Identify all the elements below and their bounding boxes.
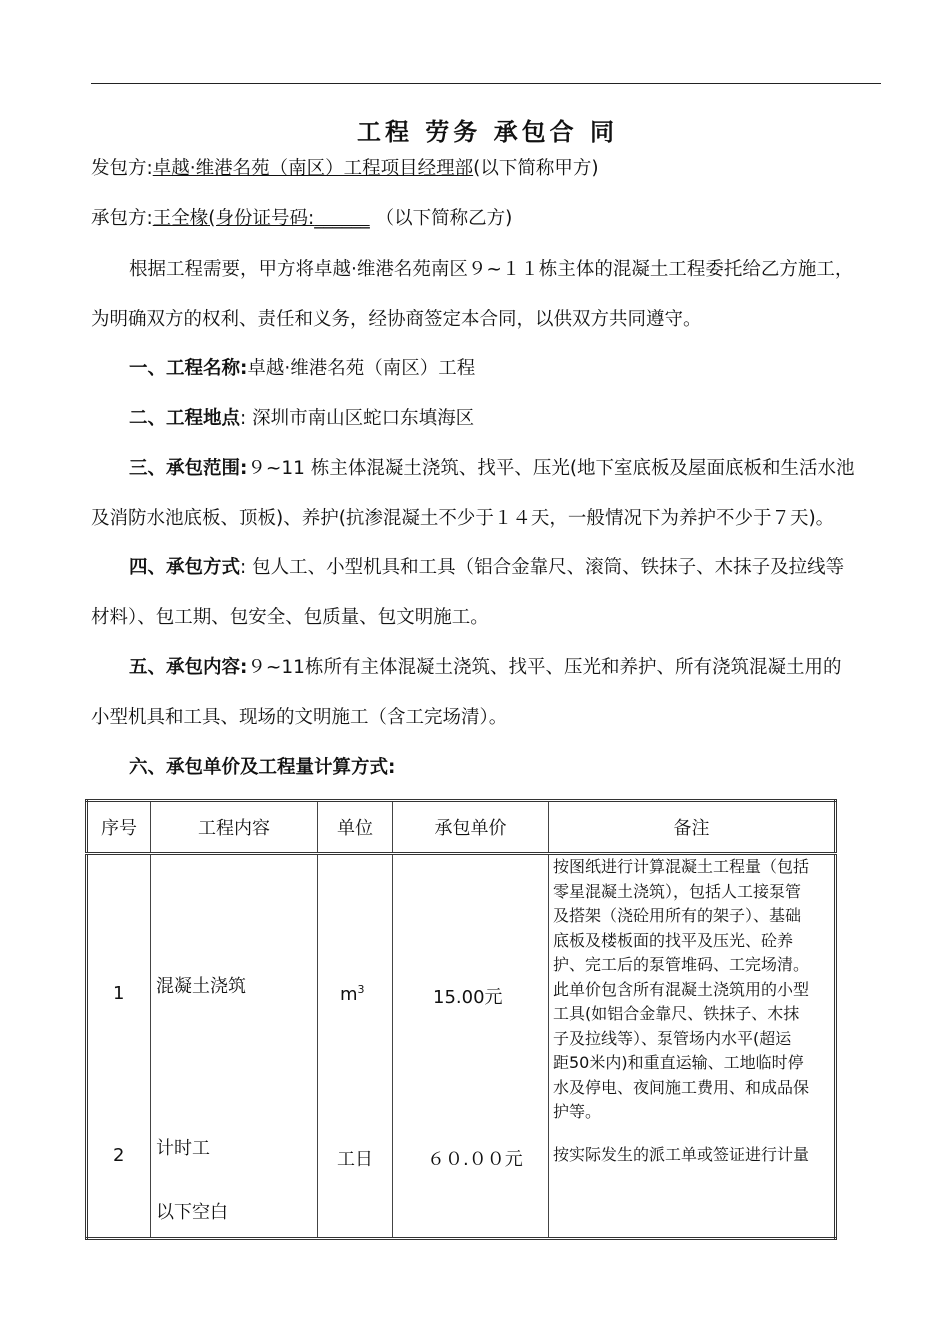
row-2-remark: 按实际发生的派工单或签证进行计量 bbox=[553, 1145, 810, 1164]
section-3-line-1 bbox=[129, 456, 855, 482]
section-2 bbox=[129, 406, 474, 432]
price-table bbox=[85, 799, 837, 1240]
party-b-label: 承包方: bbox=[91, 208, 153, 229]
header-no: 序号 bbox=[87, 801, 151, 854]
table-row bbox=[87, 854, 836, 1239]
top-rule bbox=[91, 83, 881, 84]
party-a-name: 卓越·维港名苑（南区）工程项目经理部 bbox=[152, 158, 474, 179]
section-2-heading: 二、工程地点 bbox=[129, 408, 241, 429]
section-6-heading: 六、承包单价及工程量计算方式: bbox=[129, 757, 396, 778]
row-2-unit: 工日 bbox=[337, 1149, 373, 1170]
party-a-label: 发包方: bbox=[91, 158, 153, 179]
row-2-no: 2 bbox=[113, 1145, 125, 1166]
intro-line-2: 为明确双方的权利、责任和义务，经协商签定本合同，以供双方共同遵守。 bbox=[91, 309, 702, 330]
row-1-no: 1 bbox=[113, 983, 125, 1004]
row-2-content: 计时工 bbox=[156, 1138, 210, 1159]
section-5-line-2: 小型机具和工具、现场的文明施工（含工完场清）。 bbox=[91, 707, 508, 728]
section-4-heading: 四、承包方式 bbox=[129, 557, 241, 578]
section-4-line-1 bbox=[129, 555, 844, 581]
row-no-cell bbox=[88, 855, 150, 1237]
section-5-line-1 bbox=[129, 655, 841, 681]
party-a-suffix: (以下简称甲方) bbox=[473, 158, 599, 179]
section-3-line-2: 及消防水池底板、顶板)、养护(抗渗混凝土不少于１４天，一般情况下为养护不少于７天)。 bbox=[91, 508, 835, 529]
row-unit-cell bbox=[318, 855, 392, 1237]
party-b-suffix: （以下简称乙方) bbox=[375, 208, 513, 229]
row-1-remark: 按图纸进行计算混凝土工程量（包括 零星混凝土浇筑），包括人工接泵管 及搭架（浇砼用所有的架子）、基础 底板及楼板面的找平及压光、砼养 护、完工后的泵管堆码、工完场清。 此单价包含所有混凝土浇筑用的小型 工具(如铝合金靠尺、铁抹子、木抹 子及拉线等）、泵管场内水平(超运 距50米内)和重直运输、工地临时停 水及停电、夜间施工费用、和成品保 护等。 bbox=[553, 857, 810, 1121]
row-1-content: 混凝土浇筑 bbox=[156, 976, 246, 997]
row-remark-cell bbox=[549, 855, 834, 1237]
section-3-heading: 三、承包范围: bbox=[129, 458, 248, 479]
section-2-text: 深圳市南山区蛇口东填海区 bbox=[246, 408, 475, 429]
row-1-price: 15.00元 bbox=[433, 987, 503, 1008]
row-2-price: ６０.００元 bbox=[427, 1149, 523, 1170]
header-content: 工程内容 bbox=[151, 801, 318, 854]
row-1-unit-exponent: 3 bbox=[357, 983, 365, 996]
section-5-text-1: ９~11栋所有主体混凝土浇筑、找平、压光和养护、所有浇筑混凝土用的 bbox=[247, 657, 842, 678]
intro-line-1: 根据工程需要，甲方将卓越·维港名苑南区９~１１栋主体的混凝土工程委托给乙方施工， bbox=[129, 259, 854, 280]
section-3-text-1: ９~11 栋主体混凝土浇筑、找平、压光(地下室底板及屋面底板和生活水池 bbox=[247, 458, 855, 479]
section-4-text-1: 包人工、小型机具和工具（铝合金靠尺、滚筒、铁抹子、木抹子及拉线等 bbox=[246, 557, 845, 578]
section-4-colon: : bbox=[240, 557, 247, 578]
row-content-cell bbox=[151, 855, 317, 1237]
header-unit: 单位 bbox=[318, 801, 393, 854]
blank-note: 以下空白 bbox=[156, 1202, 228, 1223]
row-price-cell bbox=[393, 855, 548, 1237]
header-price: 承包单价 bbox=[393, 801, 549, 854]
row-1-unit: $m^3$ bbox=[340, 983, 365, 1005]
section-1-heading: 一、工程名称: bbox=[129, 358, 248, 379]
header-remark: 备注 bbox=[549, 801, 836, 854]
table-header-row bbox=[87, 801, 836, 854]
section-4-line-2: 材料）、包工期、包安全、包质量、包文明施工。 bbox=[91, 607, 489, 628]
section-2-colon: : bbox=[240, 408, 247, 429]
party-a-line bbox=[91, 156, 599, 182]
party-b-name: 王全椽(身份证号码: bbox=[152, 208, 315, 229]
section-1 bbox=[129, 356, 475, 382]
section-5-heading: 五、承包内容: bbox=[129, 657, 248, 678]
contract-title: 工程 劳务 承包合 同 bbox=[356, 118, 619, 146]
party-b-id-blank: ______ bbox=[314, 208, 370, 229]
section-1-text: 卓越·维港名苑（南区）工程 bbox=[247, 358, 476, 379]
party-b-line bbox=[91, 206, 512, 232]
